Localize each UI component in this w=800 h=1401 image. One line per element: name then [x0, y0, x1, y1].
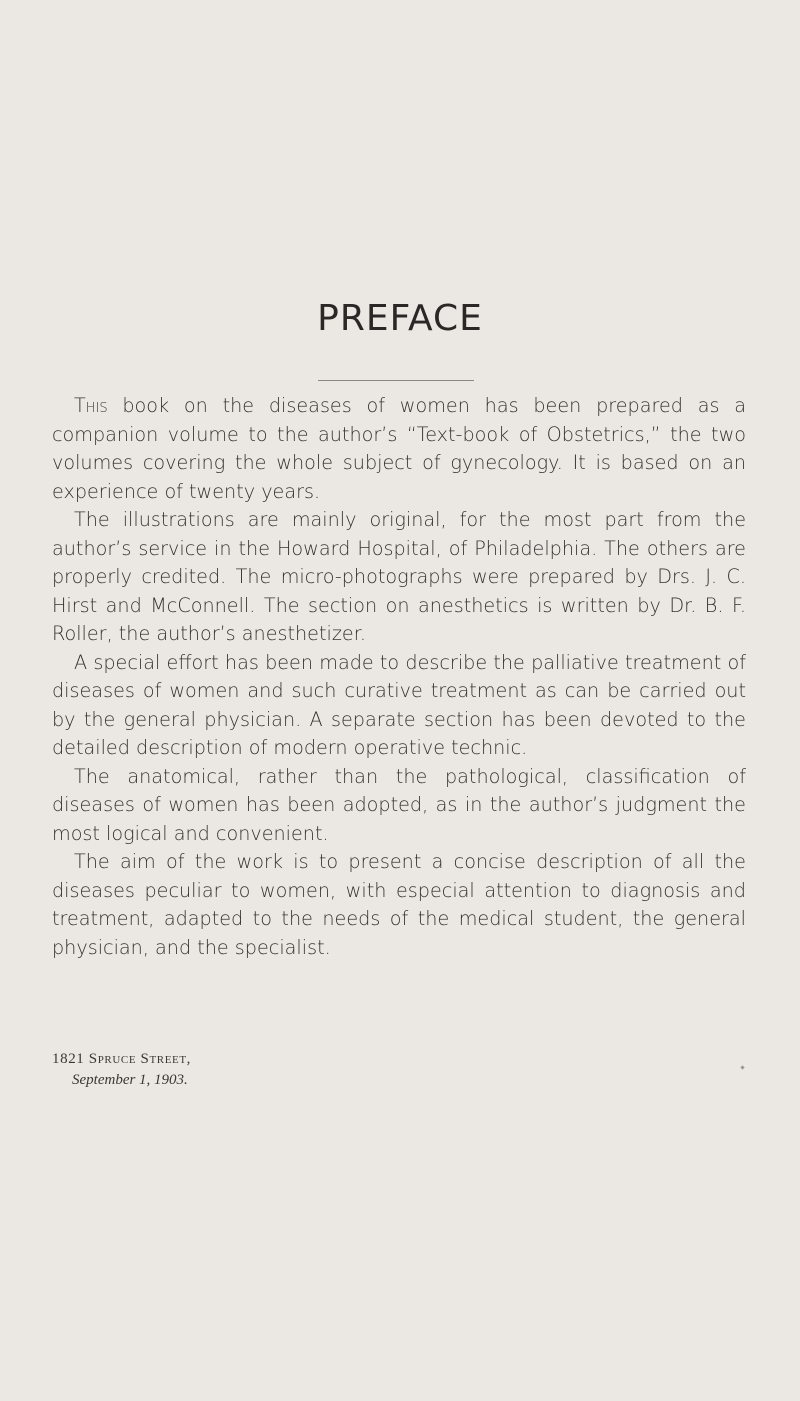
paragraph-1 [52, 392, 746, 506]
paragraph-text: The anatomical, rather than the pathological, classification of diseases of women has been adopted, as in the author’s judgment the most logical and convenient. [52, 764, 746, 845]
paragraph-text: The illustrations are mainly original, for the most part from the author’s service in the Howard Hospital, of Philadelphia. The others are properly credited. The micro-photographs were prepared by Drs. J. C. Hirst and McConnell. The section on anesthetics is written by Dr. B. F. Roller, the author’s anesthetizer. [52, 508, 746, 645]
paragraph-3 [52, 649, 746, 763]
signature-block [52, 1049, 191, 1091]
signature-address: 1821 Spruce Street, [52, 1051, 192, 1067]
paragraph-4 [52, 763, 746, 849]
paragraph-2 [52, 506, 746, 649]
title-rule [318, 380, 474, 381]
preface-body [52, 392, 746, 962]
paragraph-text: A special effort has been made to describe the palliative treatment of diseases of women and such curative treatment as can be carried out by the general physician. A separate section has been devoted to the detailed description of modern operative technic. [52, 650, 746, 759]
signature-date: September 1, 1903. [72, 1072, 188, 1088]
paragraph-lead: This [74, 394, 108, 417]
page-title: PREFACE [317, 298, 483, 339]
paragraph-5 [52, 848, 746, 962]
paragraph-text: The aim of the work is to present a concise description of all the diseases peculiar to women, with especial attention to diagnosis and treatment, adapted to the needs of the medical student, the general physician, and the specialist. [52, 850, 746, 959]
paper-speck [740, 1065, 744, 1069]
paragraph-text: book on the diseases of women has been prepared as a companion volume to the author’s “Text-book of Obstetrics,” the two volumes covering the whole subject of gynecology. It is based on an experience of twenty years. [52, 394, 746, 503]
